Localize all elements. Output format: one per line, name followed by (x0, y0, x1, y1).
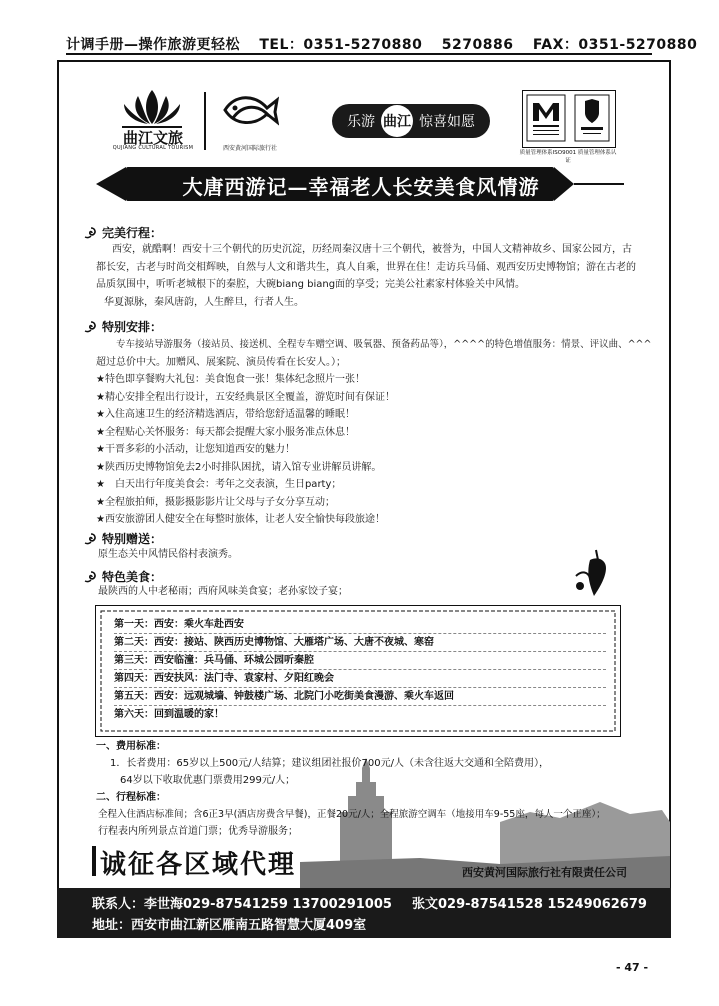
special-line: ★入住高速卫生的经济精选酒店，带给您舒适温馨的睡眠！ (96, 409, 355, 420)
itinerary-day-route: 西安：乘火车赴西安 (154, 619, 244, 630)
cert-marks-icon (523, 91, 615, 147)
itinerary-day-label: 第五天： (114, 691, 154, 702)
section-food-title: 特色美食： (102, 570, 163, 584)
recruit-accent-bar (92, 846, 96, 876)
section-perfect-heading (84, 224, 162, 241)
header-divider (66, 53, 652, 55)
perfect-line: 品质氛围中，听听老城根下的秦腔，大碗biang biang面的享受；完美公社素家村体验关中风情。 (96, 279, 526, 290)
itinerary-day-route: 西安扶风：法门寺、袁家村、夕阳红晚会 (154, 673, 334, 684)
itinerary-day-label: 第三天： (114, 655, 154, 666)
lotus-logo-icon (114, 86, 190, 130)
contact-person-2: 张文029-87541528 15249062679 (412, 897, 647, 912)
fees-line-1: 1．长者费用：65岁以上500元/人结算；建议组团社报价700元/人（未含往返大交通和全陪费用）， (110, 758, 549, 769)
cert-caption: 质量管理体系ISO9001 质量管理体系认证 (519, 150, 617, 164)
contact-person-1: 联系人：李世海029-87541259 13700291005 (92, 897, 392, 912)
qujiang-brand-name: 曲江文旅 (122, 129, 183, 147)
special-line: ★特色即享餐购大礼包：美食饱食一张！集体纪念照片一张！ (96, 374, 365, 385)
slogan-mid: 曲江 (381, 105, 413, 137)
qujiang-brand-sub: QUJIANG CULTURAL TOURISM (112, 145, 194, 151)
agency-logo-sub: 西安黄河国际旅行社 (222, 145, 277, 152)
header-tagline: 计调手册—操作旅游更轻松 (66, 37, 240, 53)
itinerary-day (114, 706, 606, 723)
perfect-line: 都长安，古老与时尚交相辉映，自然与人文和谐共生，真人自乘，世界在住！走访兵马俑、观西安历史博物馆；游在古老的 (96, 261, 636, 273)
special-line: 超过总价中大。加赠风、展案院、演员传看在长安人。）； (96, 356, 346, 368)
itinerary-day (114, 652, 606, 670)
fees-line-3: 全程入住酒店标准间；含6正3早(酒店房费含早餐)，正餐20元/人；全程旅游空调车（地接用车9-55座，每人一个正座）； (98, 809, 606, 820)
swirl-icon (84, 226, 98, 240)
special-line: ★全程贴心关怀服务：每天都会提醒大家小服务准点休息！ (96, 426, 355, 438)
itinerary-list (114, 616, 606, 723)
header-tel-extra: 5270886 (441, 37, 514, 53)
contact-address: 地址：西安市曲江新区雁南五路智慧大厦409室 (92, 918, 367, 933)
slogan-left: 乐游 (347, 114, 375, 130)
slogan-right: 惊喜如愿 (419, 114, 475, 130)
itinerary-day (114, 688, 606, 706)
itinerary-day (114, 616, 606, 634)
special-line: ★全程旅拍师，摄影摄影影片让父母与子女分享互动； (96, 496, 335, 508)
recruit-heading: 诚征各区域代理 (100, 850, 297, 880)
fees-line-4: 行程表内所列景点首道门票；优秀导游服务； (98, 826, 298, 837)
section-perfect-body (96, 241, 636, 311)
swirl-icon (84, 532, 98, 546)
special-line: ★精心安排全程出行设计，五安经典景区全覆盖，游览时间有保证！ (96, 391, 395, 403)
header-tel: TEL：0351-5270880 (259, 37, 423, 53)
fees-heading-2: 二、行程标准： (96, 792, 166, 803)
tour-title: 大唐西游记—幸福老人长安美食风情游 (182, 175, 540, 199)
logo-separator (204, 92, 206, 150)
special-line: 专车接站导游服务（接站员、接送机、全程专车赠空调、吸氧器、预备药品等），^^^^的特色增值服务：情景、评议曲、^^^ (116, 339, 652, 350)
section-special-title: 特别安排： (102, 320, 163, 334)
page-header (66, 34, 698, 54)
itinerary-day-route: 回到温暖的家！ (154, 709, 224, 720)
title-tail-line (574, 183, 624, 185)
fish-logo-icon (221, 90, 279, 130)
itinerary-day-route: 西安：远观城墙、钟鼓楼广场、北院门小吃街美食漫游、乘火车返回 (154, 691, 454, 702)
itinerary-day (114, 634, 606, 652)
header-fax: FAX：0351-5270880 (532, 37, 698, 53)
section-gift-body: 原生态关中风情民俗村表演秀。 (98, 549, 238, 560)
section-special-body (96, 336, 652, 529)
itinerary-day-label: 第六天： (114, 709, 154, 720)
section-gift-heading (84, 530, 162, 547)
title-left-arrow (96, 167, 126, 201)
section-gift-title: 特别赠送： (102, 532, 163, 546)
itinerary-day-route: 西安临潼：兵马俑、环城公园听秦腔 (154, 655, 314, 666)
special-line: ★陕西历史博物馆免去2小时排队困扰，请入馆专业讲解员讲解。 (96, 461, 382, 473)
perfect-line: 华夏源脉，秦风唐韵，人生醉旦，行者人生。 (104, 296, 304, 308)
fees-heading-1: 一、费用标准： (96, 741, 166, 752)
special-line: ★西安旅游团人健安全在每整时旅体，让老人安全愉快每段旅途！ (96, 514, 385, 525)
itinerary-day-label: 第四天： (114, 673, 154, 684)
page-number: - 47 - (616, 961, 649, 974)
company-name: 西安黄河国际旅行社有限责任公司 (462, 866, 627, 879)
section-food-body: 最陕西的人中老秘雨；西府风味美食宴；老孙家饺子宴； (98, 586, 348, 597)
itinerary-day (114, 670, 606, 688)
certification-logos (522, 90, 616, 148)
itinerary-day-route: 西安：接站、陕西历史博物馆、大雁塔广场、大唐不夜城、寒窑 (154, 637, 434, 648)
section-special-heading (84, 318, 162, 335)
itinerary-day-label: 第二天： (114, 637, 154, 648)
section-perfect-title: 完美行程： (102, 226, 163, 240)
special-line: ★干晋多彩的小活动，让您知道西安的魅力！ (96, 444, 295, 455)
chili-decoration-icon (568, 546, 614, 598)
swirl-icon (84, 570, 98, 584)
swirl-icon (84, 320, 98, 334)
fees-line-2: 64岁以下收取优惠门票费用299元/人； (120, 775, 296, 786)
slogan-badge (332, 104, 490, 138)
special-line: ★ 白天出行年度美食会：考年之交表演，生日party； (96, 479, 342, 490)
perfect-line: 西安，就酷啊！西安十三个朝代的历史沉淀，历经周秦汉唐十三个朝代，被誉为，中国人文精神故乡、国家公园方，古 (112, 244, 632, 255)
itinerary-day-label: 第一天： (114, 619, 154, 630)
